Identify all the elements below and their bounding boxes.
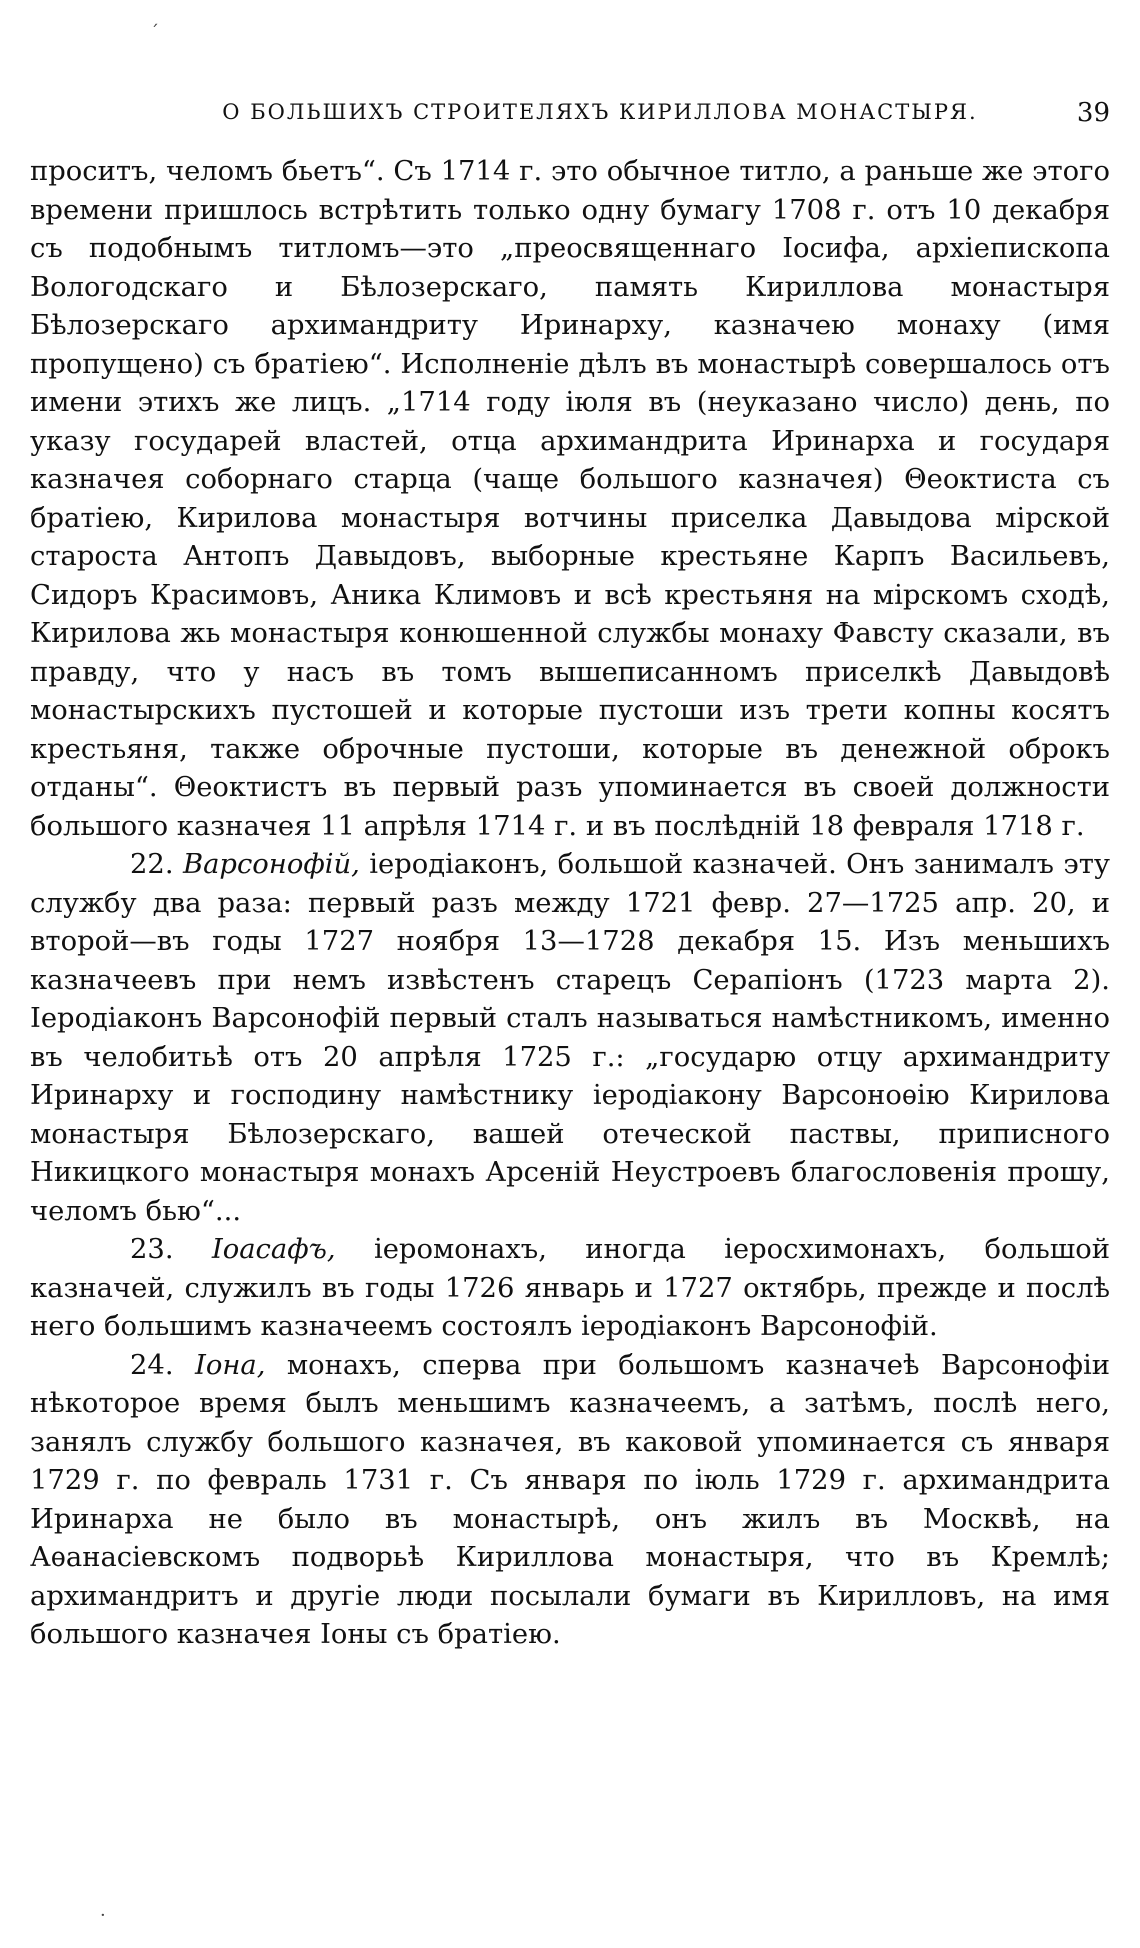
entry-number: 23. (130, 1234, 174, 1265)
paragraph-entry-23 (30, 1231, 1110, 1347)
entry-number: 22. (130, 849, 174, 880)
paragraph-entry-22 (30, 846, 1110, 1231)
entry-name: Іоасафъ, (211, 1234, 336, 1265)
page-header (30, 100, 1110, 136)
body-text (30, 153, 1110, 1655)
scan-speck: · (100, 1905, 106, 1926)
entry-name: Іона, (195, 1349, 266, 1381)
entry-number: 24. (130, 1349, 174, 1381)
paragraph-continuation: проситъ, челомъ бьетъ“. Съ 1714 г. это обычное титло, а раньше же этого времени пришлось встрѣтить только одну бумагу 1708 г. отъ 10 декабря съ подобнымъ титломъ—это „преосвященнаго Іосифа, архіепископа Вологодскаго и Бѣлозерскаго, память Кириллова монастыря Бѣлозерскаго архимандриту Иринарху, казначею монаху (имя пропущено) съ братіею“. Исполненіе дѣлъ въ монастырѣ совершалось отъ имени этихъ же лицъ. „1714 году іюля въ (неуказано число) день, по указу государей властей, отца архимандрита Иринарха и государя казначея соборнаго старца (чаще большого казначея) Θеоктиста съ братіею, Кирилова монастыря вотчины приселка Давыдова мірской староста Антопъ Давыдовъ, выборные крестьяне Карпъ Васильевъ, Сидоръ Красимовъ, Аника Климовъ и всѣ крестьяня на мірскомъ сходѣ, Кирилова жь монастыря конюшенной службы монаху Фавсту сказали, въ правду, что у насъ въ томъ вышеписанномъ приселкѣ Давыдовѣ монастырскихъ пустошей и которые пустоши изъ трети копны косятъ крестьяня, также оброчные пустоши, которые въ денежной оброкъ отданы“. Θеоктистъ въ первый разъ упоминается въ своей должности большого казначея 11 апрѣля 1714 г. и въ послѣдній 18 февраля 1718 г. (30, 156, 1110, 842)
entry-name: Варсонофій, (182, 849, 360, 880)
entry-text: монахъ, сперва при большомъ казначеѣ Варсонофіи нѣкоторое время былъ меньшимъ казначеемъ, а затѣмъ, послѣ него, занялъ службу большого казначея, въ каковой упоминается съ января 1729 г. по февраль 1731 г. Съ января по іюль 1729 г. архимандрита Иринарха не было въ монастырѣ, онъ жилъ въ Москвѣ, на Аѳанасіевскомъ подворьѣ Кириллова монастыря, что въ Кремлѣ; архимандритъ и другіе люди посылали бумаги въ Кирилловъ, на имя большого казначея Іоны съ братіею. (30, 1349, 1110, 1650)
entry-text: іеродіаконъ, большой казначей. Онъ занималъ эту службу два раза: первый разъ между 1721 февр. 27—1725 апр. 20, и второй—въ годы 1727 ноября 13—1728 декабря 15. Изъ меньшихъ казначеевъ при немъ извѣстенъ старецъ Серапіонъ (1723 марта 2). Іеродіаконъ Варсонофій первый сталъ называться намѣстникомъ, именно въ челобитьѣ отъ 20 апрѣля 1725 г.: „государю отцу архимандриту Иринарху и господину намѣстнику іеродіакону Варсоноѳію Кирилова монастыря Бѣлозерскаго, вашей отеческой паствы, приписного Никицкого монастыря монахъ Арсеній Неустроевъ благословенія прошу, челомъ бью“... (30, 849, 1110, 1227)
entry-text: іеромонахъ, иногда іеросхимонахъ, большой казначей, служилъ въ годы 1726 январь и 1727 октябрь, прежде и послѣ него большимъ казначеемъ состоялъ іеродіаконъ Варсонофій. (30, 1234, 1110, 1342)
paragraph-entry-24 (30, 1347, 1110, 1655)
page-number: 39 (1076, 98, 1110, 128)
scan-speck: ˊ (150, 22, 159, 43)
running-head: О БОЛЬШИХЪ СТРОИТЕЛЯХЪ КИРИЛЛОВА МОНАСТЫРЯ. (222, 100, 978, 124)
